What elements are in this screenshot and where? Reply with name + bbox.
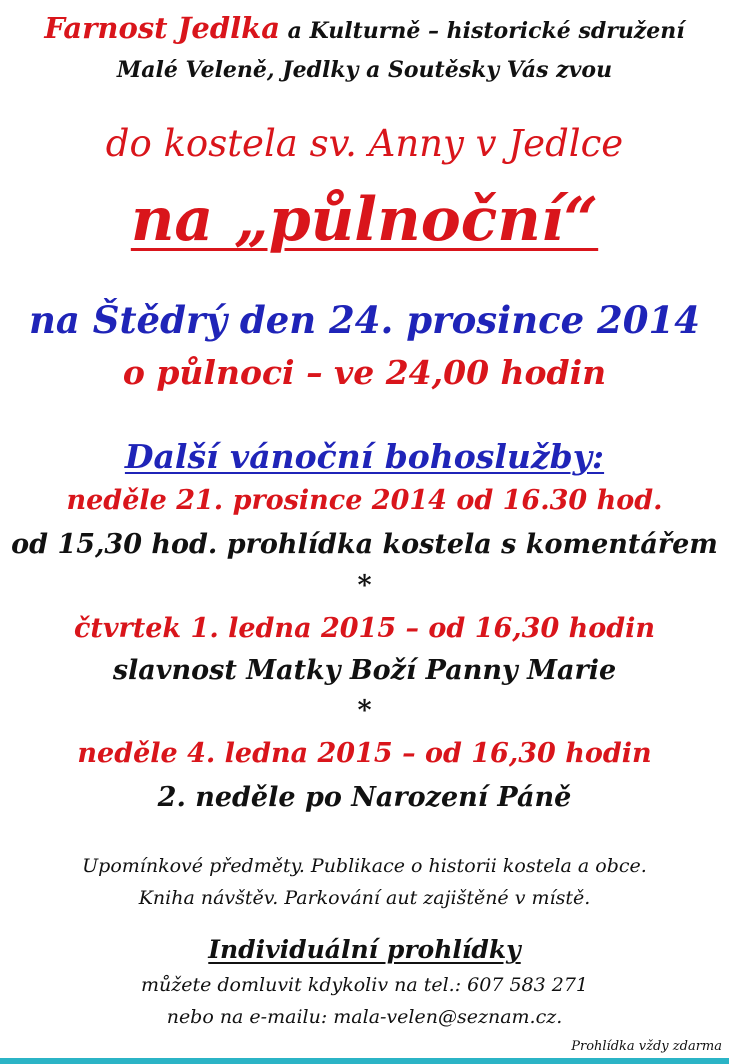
tours-phone: můžete domluvit kdykoliv na tel.: 607 583 271 (140, 974, 589, 996)
service-1-what: od 15,30 hod. prohlídka kostela s komentářem (11, 529, 718, 560)
separator-asterisk: * (357, 695, 372, 726)
event-title: na „půlnoční“ (130, 185, 599, 255)
bottom-border (0, 1058, 729, 1064)
services-heading: Další vánoční bohoslužby: (124, 437, 605, 476)
tours-email: nebo na e-mailu: mala-velen@seznam.cz. (166, 1006, 563, 1028)
service-3-when: neděle 4. ledna 2015 – od 16,30 hodin (77, 738, 652, 769)
association-line: Malé Veleně, Jedlky a Soutěsky Vás zvou (116, 57, 613, 83)
service-2-when: čtvrtek 1. ledna 2015 – od 16,30 hodin (73, 613, 656, 644)
tours-heading: Individuální prohlídky (208, 935, 521, 964)
free-tour-note: Prohlídka vždy zdarma (571, 1039, 722, 1054)
organizers-line (0, 11, 729, 45)
association-name: a Kulturně – historické sdružení (280, 18, 685, 44)
service-3-what: 2. neděle po Narození Páně (157, 782, 572, 813)
service-2-what: slavnost Matky Boží Panny Marie (112, 655, 617, 686)
church-line: do kostela sv. Anny v Jedlce (105, 122, 624, 165)
notes-line-2: Kniha návštěv. Parkování aut zajištěné v místě. (138, 887, 591, 909)
event-time: o půlnoci – ve 24,00 hodin (122, 353, 607, 392)
parish-name: Farnost Jedlka (44, 11, 281, 45)
notes-line-1: Upomínkové předměty. Publikace o historii kostela a obce. (82, 855, 647, 877)
service-1-when: neděle 21. prosince 2014 od 16.30 hod. (66, 485, 663, 516)
event-date: na Štědrý den 24. prosince 2014 (28, 298, 701, 342)
separator-asterisk: * (357, 570, 372, 601)
